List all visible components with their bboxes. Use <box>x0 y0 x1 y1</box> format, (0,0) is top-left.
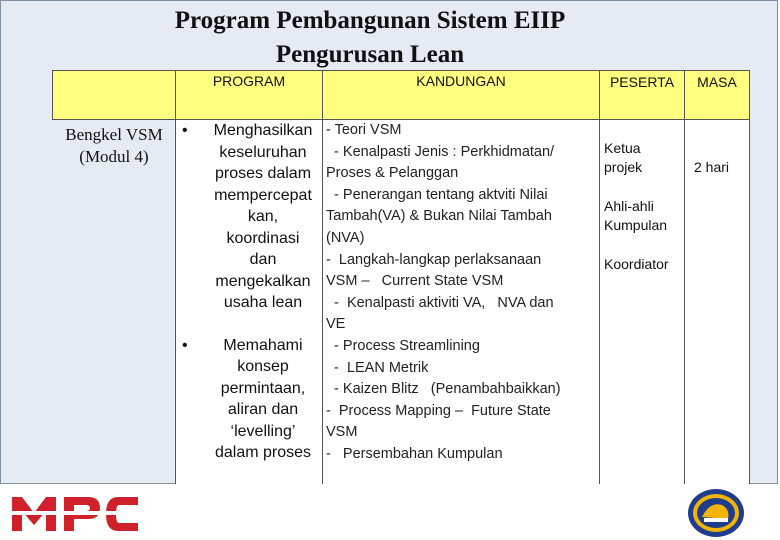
program-line: kan, <box>247 208 279 225</box>
kandungan-line: (NVA) <box>326 229 365 246</box>
kandungan-line: VSM – Current State VSM <box>326 273 504 290</box>
peserta-line: Ketua <box>604 140 641 156</box>
program-item-2 <box>178 335 322 464</box>
peserta-group-2 <box>604 197 667 235</box>
logo-stripe <box>12 511 140 515</box>
masa-value: 2 hari <box>694 159 730 175</box>
program-line: ‘levelling’ <box>230 422 296 440</box>
program-list <box>178 120 322 464</box>
kandungan-line: VE <box>326 316 346 333</box>
program-line: aliran dan <box>227 401 299 418</box>
header-masa: MASA <box>684 70 750 120</box>
emblem-band <box>704 518 728 522</box>
program-line: dalam proses <box>214 444 312 461</box>
program-line: proses dalam <box>214 165 312 182</box>
header-program: PROGRAM <box>175 70 323 120</box>
kandungan-line: VSM <box>326 424 358 441</box>
peserta-group-1 <box>604 139 642 177</box>
program-line: usaha lean <box>223 294 303 311</box>
program-line: keseluruhan <box>219 143 307 161</box>
title-line-2: Pengurusan Lean <box>275 41 465 68</box>
kandungan-line: - Kaizen Blitz (Penambahbaikkan) <box>326 381 561 398</box>
kandungan-line: - Process Streamlining <box>326 337 480 354</box>
bullet-icon: • <box>182 336 188 354</box>
peserta-line: projek <box>604 159 643 175</box>
header-blank-cell <box>52 70 176 120</box>
page-title <box>110 4 630 72</box>
kandungan-line: - Langkah-langkap perlaksanaan <box>326 251 542 268</box>
kandungan-line: Tambah(VA) & Bukan Nilai Tambah <box>326 208 552 225</box>
header-peserta: PESERTA <box>599 70 685 120</box>
program-line: dan <box>249 251 277 268</box>
bullet-icon: • <box>182 122 188 139</box>
kandungan-line: - Teori VSM <box>326 122 402 138</box>
program-item-1 <box>178 120 322 314</box>
kandungan-line: Proses & Pelanggan <box>326 165 459 182</box>
peserta-line: Ahli-ahli <box>604 198 654 214</box>
peserta-group-3 <box>604 255 669 274</box>
kandungan-line: - Kenalpasti Jenis : Perkhidmatan/ <box>326 143 555 160</box>
peserta-line: Koordiator <box>604 256 669 272</box>
title-line-1: Program Pembangunan Sistem EIIP <box>174 7 566 34</box>
kandungan-line: - LEAN Metrik <box>326 359 429 376</box>
program-line: Memahami <box>223 336 303 354</box>
emblem-logo <box>686 487 746 539</box>
header-kandungan: KANDUNGAN <box>322 70 600 120</box>
program-line: mengekalkan <box>215 272 311 290</box>
peserta-line: Kumpulan <box>604 217 668 233</box>
kandungan-line: - Penerangan tentang aktviti Nilai <box>326 186 548 203</box>
kandungan-line: - Persembahan Kumpulan <box>326 445 503 462</box>
mpc-logo <box>12 493 140 533</box>
program-line: koordinasi <box>226 229 300 247</box>
program-line: konsep <box>237 358 289 375</box>
module-name <box>52 124 176 168</box>
kandungan-line: - Kenalpasti aktiviti VA, NVA dan <box>326 294 554 311</box>
module-code: (Modul 4) <box>79 147 149 166</box>
module-title: Bengkel VSM <box>65 125 163 144</box>
program-line: mempercepat <box>214 186 312 204</box>
kandungan-line: - Process Mapping – Future State <box>326 402 551 419</box>
kandungan-list <box>326 120 596 466</box>
program-line: permintaan, <box>220 379 306 397</box>
program-line: Menghasilkan <box>213 122 313 139</box>
